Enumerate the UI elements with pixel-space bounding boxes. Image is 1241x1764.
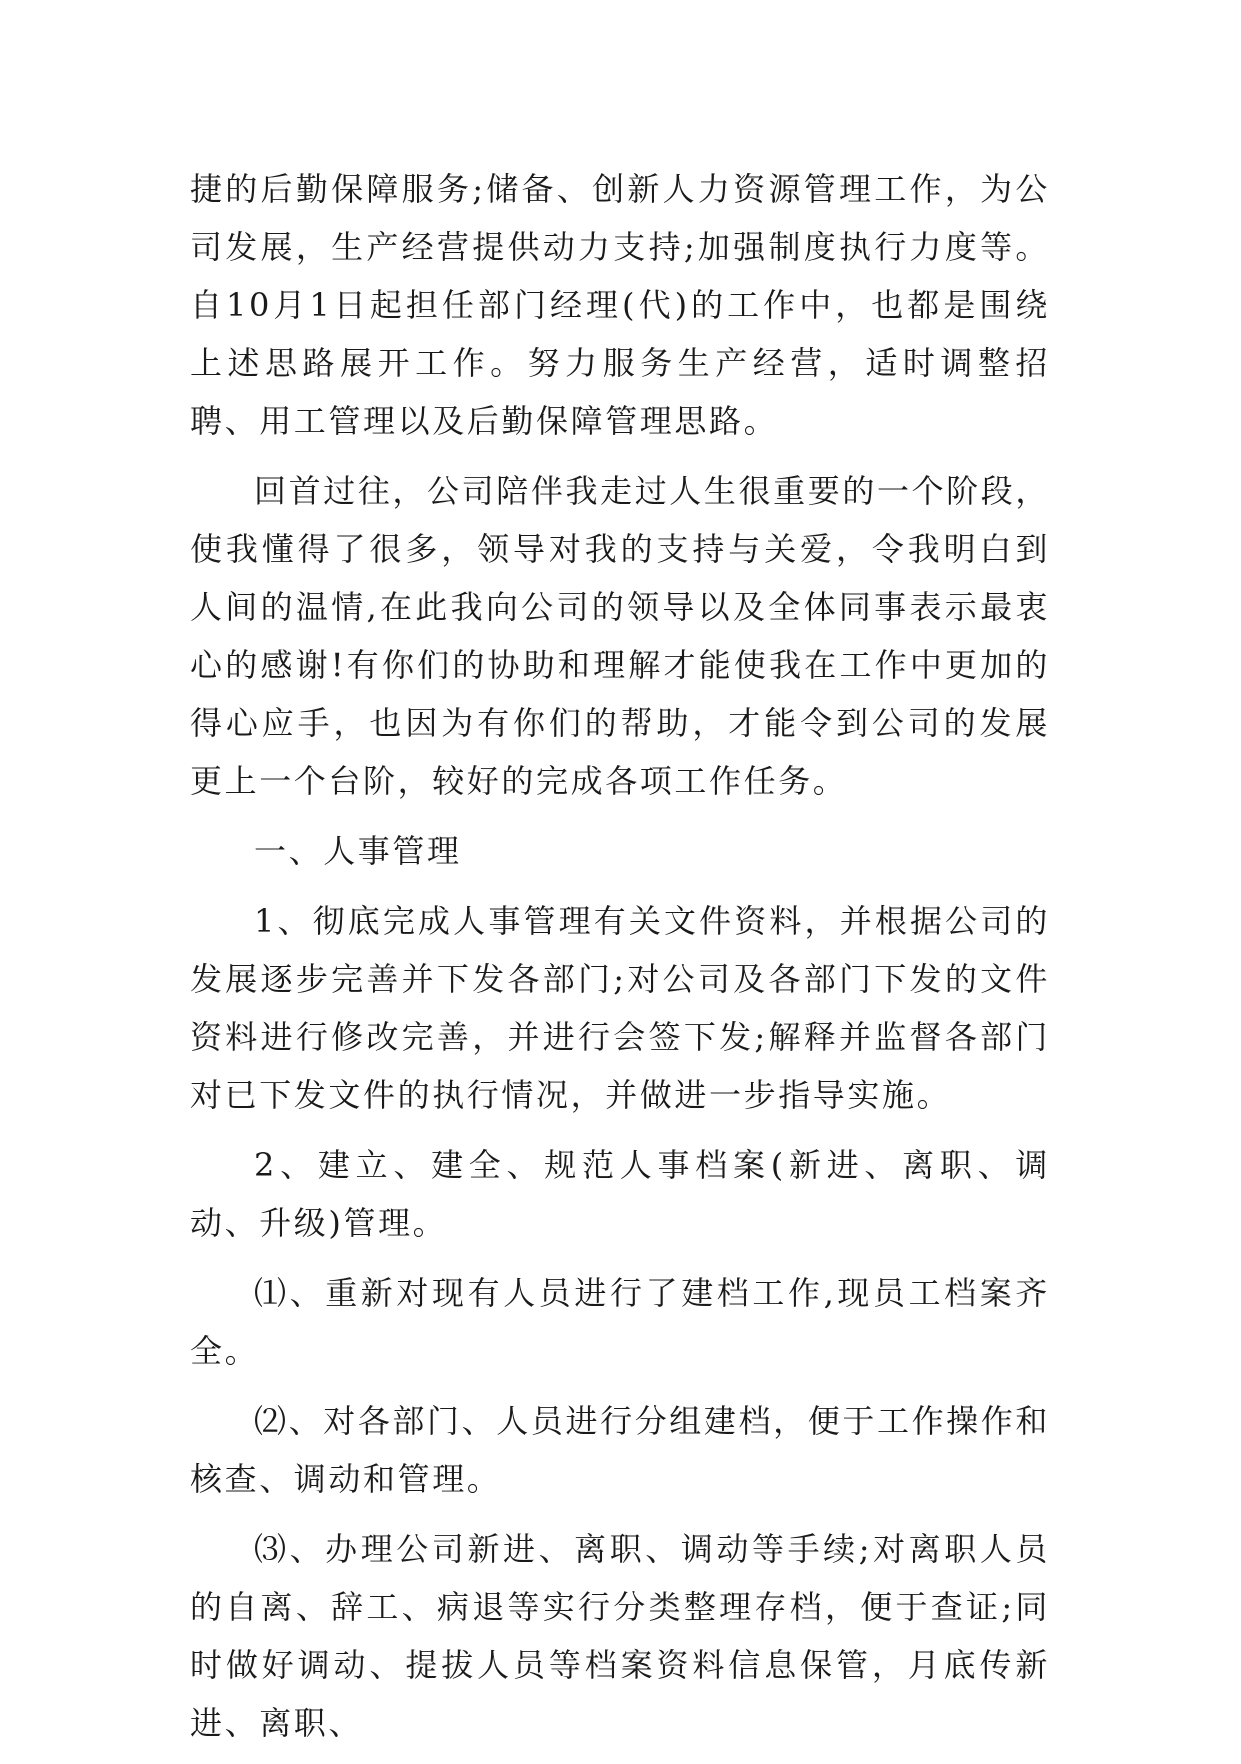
paragraph-subitem-2: ⑵、对各部门、人员进行分组建档，便于工作操作和核查、调动和管理。 xyxy=(190,1402,1050,1498)
paragraph-subitem-1: ⑴、重新对现有人员进行了建档工作,现员工档案齐全。 xyxy=(190,1274,1050,1370)
paragraph-logistics-summary: 捷的后勤保障服务;储备、创新人力资源管理工作，为公司发展，生产经营提供动力支持;加强制度执行力度等。自10月1日起担任部门经理(代)的工作中，也都是围绕上述思路展开工作。努力服务生产经营，适时调整招聘、用工管理以及后勤保障管理思路。 xyxy=(190,170,1050,440)
paragraph-subitem-3: ⑶、办理公司新进、离职、调动等手续;对离职人员的自离、辞工、病退等实行分类整理存档，便于查证;同时做好调动、提拔人员等档案资料信息保管，月底传新进、离职、 xyxy=(190,1530,1050,1742)
paragraph-item-2: 2、建立、建全、规范人事档案(新进、离职、调动、升级)管理。 xyxy=(190,1146,1050,1242)
document-body xyxy=(190,160,1050,1764)
paragraph-gratitude: 回首过往，公司陪伴我走过人生很重要的一个阶段，使我懂得了很多，领导对我的支持与关爱，令我明白到人间的温情,在此我向公司的领导以及全体同事表示最衷心的感谢!有你们的协助和理解才能使我在工作中更加的得心应手，也因为有你们的帮助，才能令到公司的发展更上一个台阶，较好的完成各项工作任务。 xyxy=(190,472,1050,800)
section-heading-personnel: 一、人事管理 xyxy=(254,832,462,870)
paragraph-item-1: 1、彻底完成人事管理有关文件资料，并根据公司的发展逐步完善并下发各部门;对公司及各部门下发的文件资料进行修改完善，并进行会签下发;解释并监督各部门对已下发文件的执行情况，并做进一步指导实施。 xyxy=(190,902,1050,1114)
